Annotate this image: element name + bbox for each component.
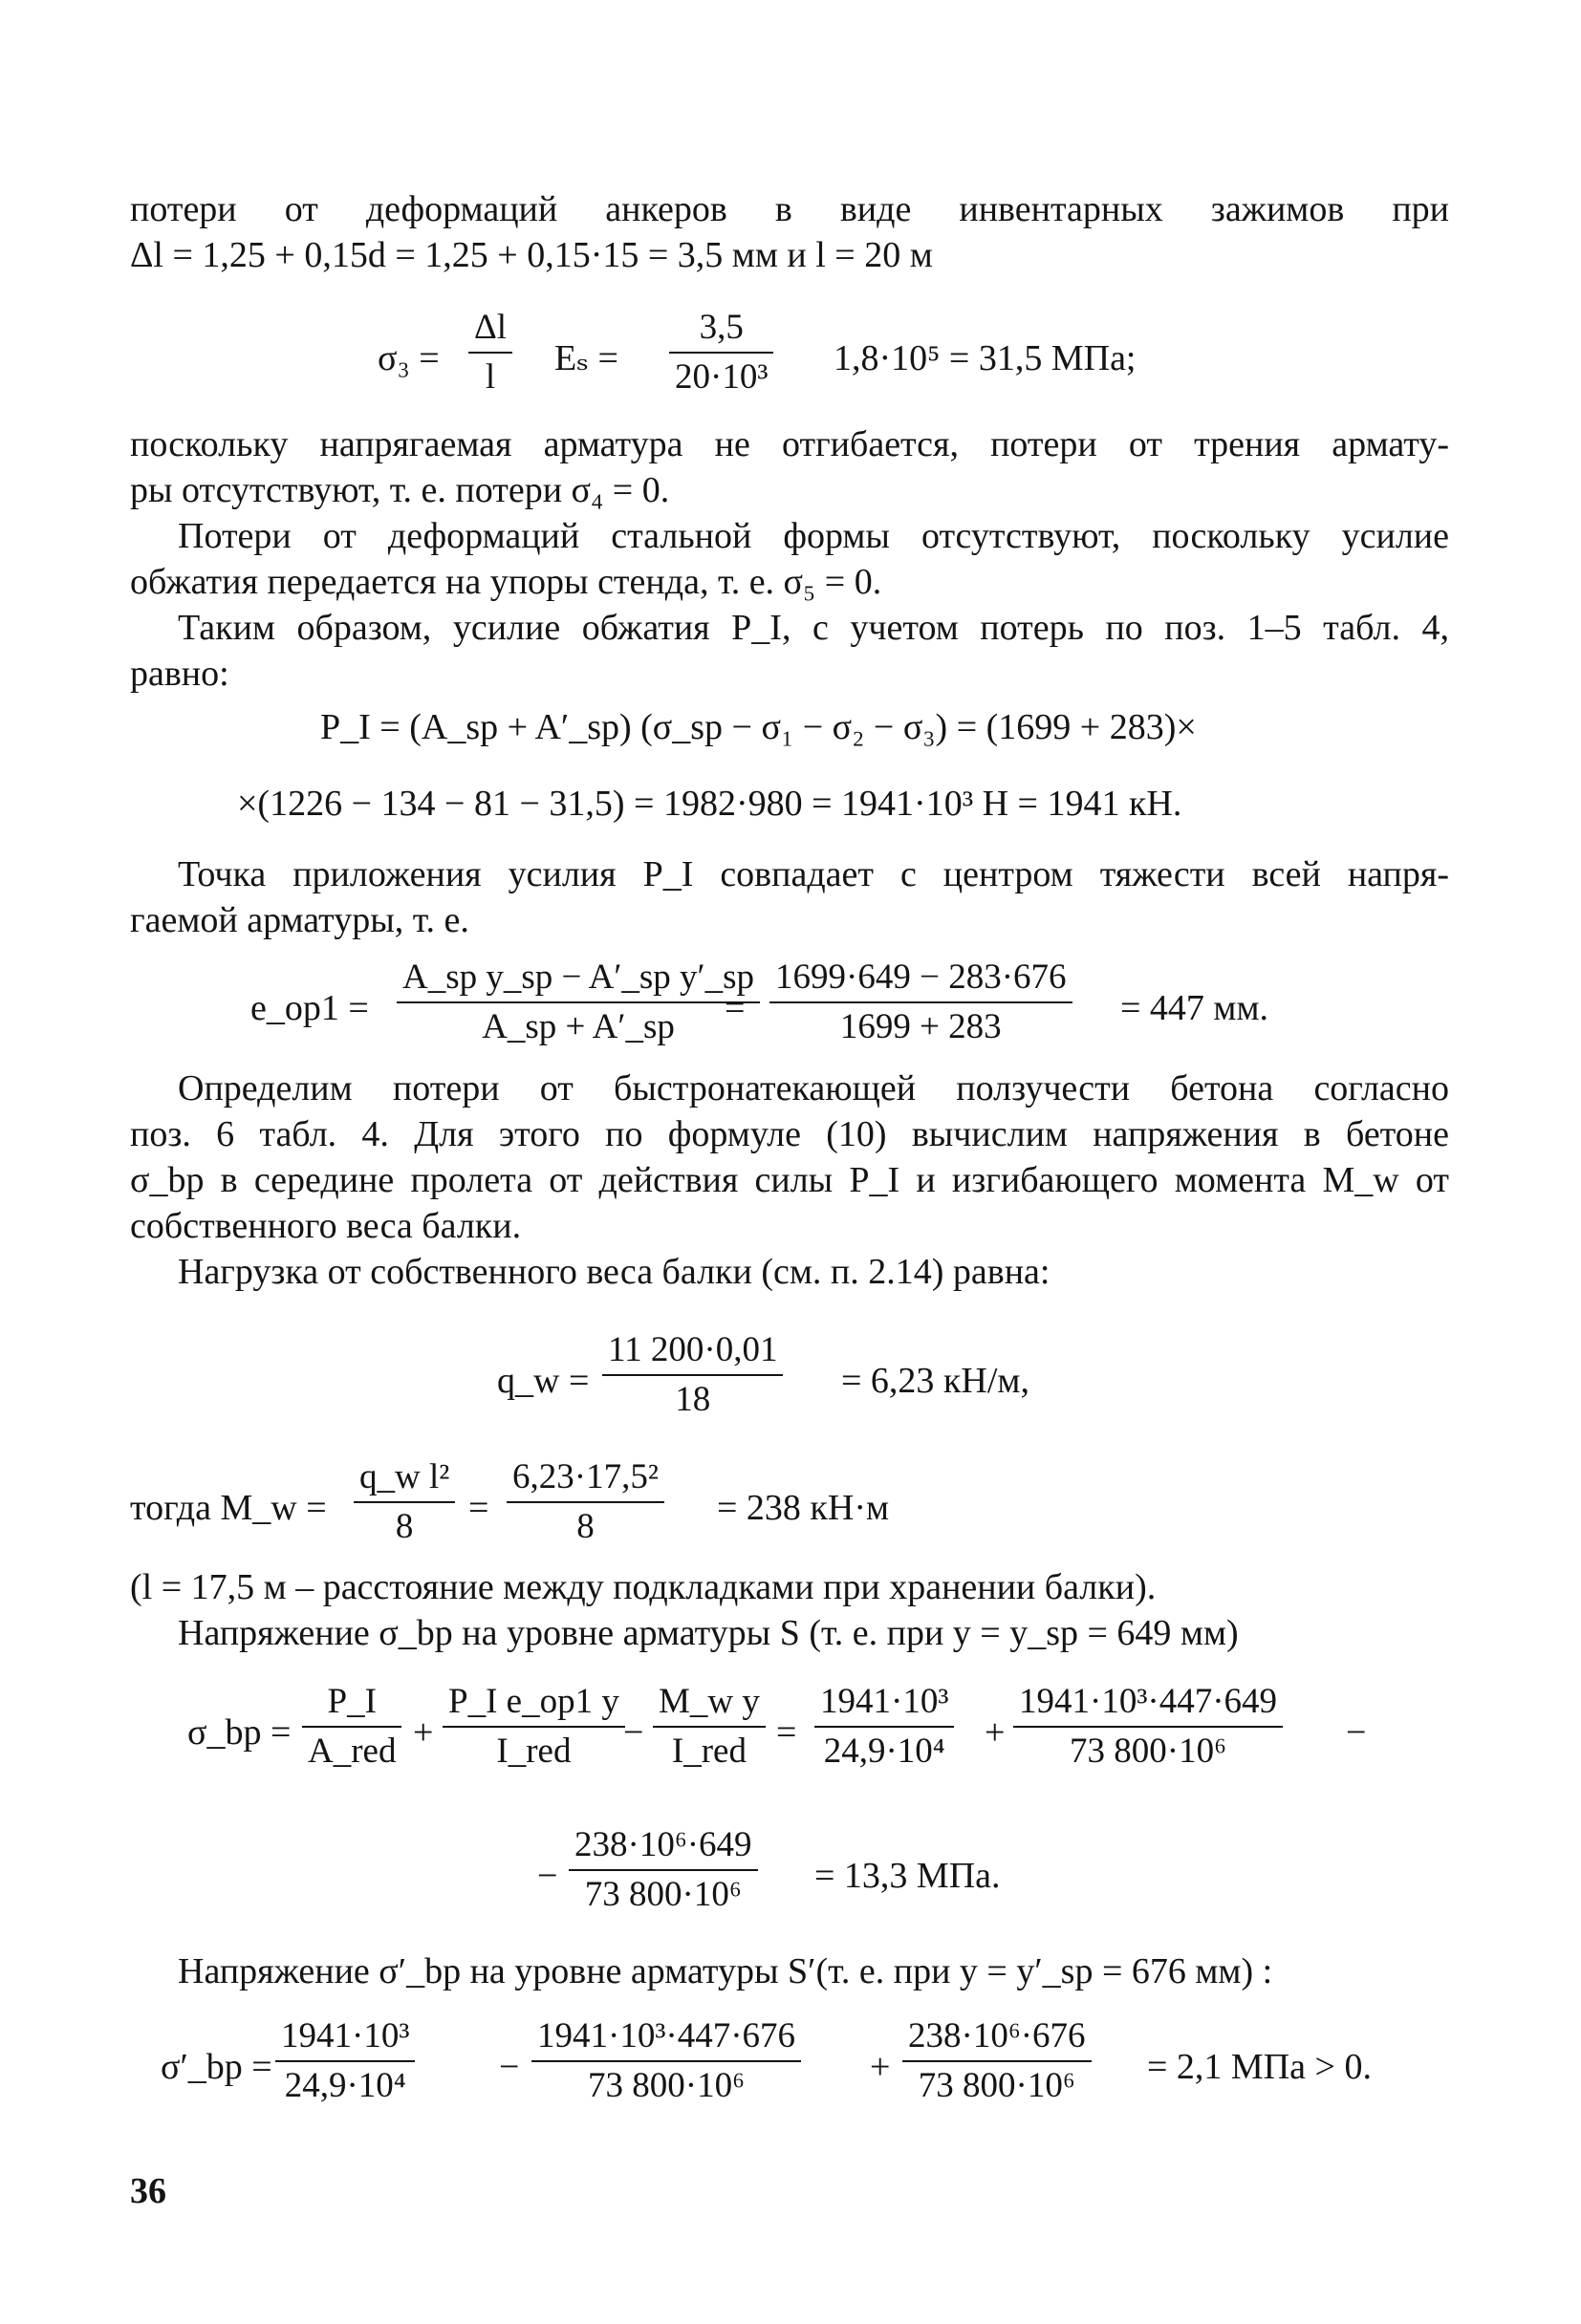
formula-rhs: 1,8·10⁵ = 31,5 МПа; [834, 338, 1137, 378]
denominator: 73 800·10⁶ [584, 1875, 742, 1914]
text-line: (l = 17,5 м – расстояние между подкладками при хранении балки). [130, 1567, 1157, 1607]
text-line: равно: [130, 654, 229, 694]
denominator: I_red [671, 1732, 747, 1771]
denominator: A_red [308, 1732, 397, 1771]
text-line: Точка приложения усилия P_I совпадает с центром тяжести всей напря- [178, 854, 1449, 894]
text-line: σ_bp в середине пролета от действия силы P_I и изгибающего момента M_w от [130, 1160, 1449, 1200]
formula-rhs: = 6,23 кН/м, [841, 1361, 1029, 1401]
formula-rhs: = 13,3 МПа. [814, 1856, 1001, 1896]
denominator: I_red [496, 1732, 572, 1771]
numerator: M_w y [659, 1682, 760, 1721]
text-line: Потери от деформаций стальной формы отсутствуют, поскольку усилие [178, 516, 1449, 556]
formula-lhs: σ₃ = [378, 338, 440, 378]
fraction [814, 1682, 954, 1772]
formula-lhs: σ_bp = [187, 1712, 292, 1753]
denominator: 73 800·10⁶ [1070, 1732, 1227, 1771]
numerator: 238·10⁶·649 [574, 1825, 752, 1864]
formula-term: = [725, 988, 746, 1028]
formula-operator: − [623, 1712, 644, 1753]
numerator: 1941·10³ [281, 2016, 410, 2055]
numerator: 1699·649 − 283·676 [775, 958, 1067, 997]
denominator: 73 800·10⁶ [588, 2066, 746, 2105]
fraction [769, 958, 1072, 1047]
page-number: 36 [130, 2171, 166, 2211]
text-line: Нагрузка от собственного веса балки (см. п. 2.14) равна: [178, 1252, 1050, 1292]
text-line: поскольку напрягаемая арматура не отгибается, потери от трения армату- [130, 424, 1449, 464]
fraction [531, 2016, 801, 2106]
fraction [902, 2016, 1092, 2106]
numerator: 1941·10³·447·676 [537, 2016, 796, 2055]
fraction [354, 1457, 455, 1547]
formula-operator: + [985, 1712, 1006, 1753]
denominator: 1699 + 283 [839, 1007, 1002, 1046]
formula-term: = [468, 1488, 489, 1528]
formula-term: Eₛ = [554, 338, 618, 378]
fraction [443, 1682, 625, 1772]
formula-rhs: = 447 мм. [1120, 988, 1269, 1028]
denominator: 73 800·10⁶ [918, 2066, 1075, 2105]
text-line: потери от деформаций анкеров в виде инвентарных зажимов при [130, 189, 1449, 229]
formula-line: ×(1226 − 134 − 81 − 31,5) = 1982·980 = 1941·10³ Н = 1941 кН. [237, 784, 1182, 824]
text-line: Таким образом, усилие обжатия P_I, с учетом потерь по поз. 1–5 табл. 4, [178, 608, 1449, 648]
fraction [468, 308, 512, 398]
formula-rhs: = 2,1 МПа > 0. [1147, 2047, 1372, 2087]
numerator: 6,23·17,5² [512, 1457, 659, 1496]
numerator: 11 200·0,01 [608, 1330, 778, 1369]
denominator: A_sp + A′_sp [482, 1007, 675, 1046]
text-line: ры отсутствуют, т. е. потери σ₄ = 0. [130, 470, 670, 510]
text-line: собственного веса балки. [130, 1206, 522, 1246]
denominator: 8 [395, 1507, 414, 1546]
numerator: q_w l² [359, 1457, 450, 1496]
text-line: Напряжение σ_bp на уровне арматуры S (т. е. при y = y_sp = 649 мм) [178, 1613, 1239, 1653]
formula-operator: + [870, 2047, 891, 2087]
numerator: Δl [474, 308, 508, 347]
text-line: Определим потери от быстронатекающей ползучести бетона согласно [178, 1068, 1449, 1108]
formula-operator: − [499, 2047, 520, 2087]
formula-lhs: q_w = [497, 1361, 590, 1401]
denominator: 20·10³ [675, 357, 769, 397]
formula-lhs: тогда M_w = [130, 1488, 327, 1528]
fraction [275, 2016, 415, 2106]
numerator: A_sp y_sp − A′_sp y′_sp [402, 958, 755, 997]
formula-rhs: = 238 кН·м [717, 1488, 890, 1528]
fraction [602, 1330, 783, 1420]
text-line: Δl = 1,25 + 0,15d = 1,25 + 0,15·15 = 3,5 мм и l = 20 м [130, 235, 933, 275]
numerator: 1941·10³·447·649 [1019, 1682, 1278, 1721]
formula-lhs: σ′_bp = [161, 2047, 272, 2087]
text-line: обжатия передается на упоры стенда, т. е. σ₅ = 0. [130, 562, 882, 602]
fraction [653, 1682, 766, 1772]
fraction [302, 1682, 401, 1772]
numerator: 3,5 [699, 308, 744, 347]
formula-operator: − [1346, 1712, 1367, 1753]
denominator: 18 [675, 1380, 711, 1419]
denominator: 24,9·10⁴ [284, 2066, 406, 2105]
numerator: P_I [327, 1682, 377, 1721]
formula-operator: − [537, 1856, 558, 1896]
formula-operator: + [413, 1712, 434, 1753]
fraction [507, 1457, 664, 1547]
formula-lhs: e_op1 = [250, 988, 369, 1028]
text-line: поз. 6 табл. 4. Для этого по формуле (10) вычислим напряжения в бетоне [130, 1114, 1449, 1154]
denominator: 24,9·10⁴ [823, 1732, 945, 1771]
fraction [669, 308, 773, 398]
denominator: 8 [576, 1507, 595, 1546]
formula-line: P_I = (A_sp + A′_sp) (σ_sp − σ₁ − σ₂ − σ₃) = (1699 + 283)× [320, 707, 1197, 747]
text-line: Напряжение σ′_bp на уровне арматуры S′(т. е. при y = y′_sp = 676 мм) : [178, 1951, 1273, 1991]
numerator: 238·10⁶·676 [908, 2016, 1086, 2055]
text-line: гаемой арматуры, т. е. [130, 900, 469, 940]
formula-term: = [776, 1712, 797, 1753]
fraction [397, 958, 760, 1047]
numerator: P_I e_op1 y [448, 1682, 619, 1721]
numerator: 1941·10³ [820, 1682, 949, 1721]
denominator: l [485, 357, 496, 397]
fraction [569, 1825, 758, 1915]
fraction [1013, 1682, 1283, 1772]
